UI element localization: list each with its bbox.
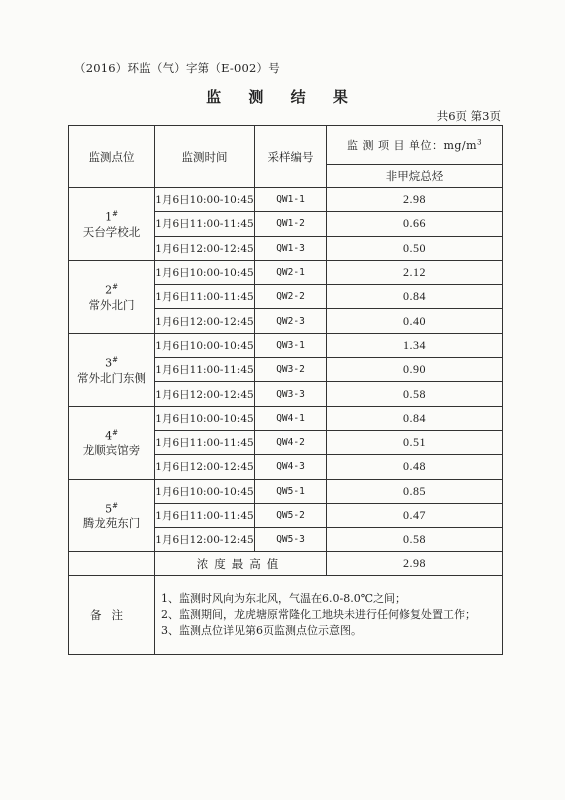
document-number: （2016）环监（气）字第（E-002）号 bbox=[74, 61, 280, 75]
nmhc-value: 0.90 bbox=[327, 358, 503, 382]
nmhc-value: 0.58 bbox=[327, 528, 503, 552]
page-info: 共6页 第3页 bbox=[436, 109, 501, 123]
point-number: 1# bbox=[105, 210, 118, 224]
sample-code: QW1-2 bbox=[255, 212, 327, 236]
table-row bbox=[69, 260, 503, 284]
header-time: 监测时间 bbox=[155, 126, 255, 188]
sample-code: QW3-3 bbox=[255, 382, 327, 406]
monitoring-time: 1月6日12:00-12:45 bbox=[155, 455, 255, 479]
monitoring-time: 1月6日11:00-11:45 bbox=[155, 212, 255, 236]
point-name: 腾龙苑东门 bbox=[82, 516, 141, 531]
point-name: 天台学校北 bbox=[82, 224, 141, 239]
header-point: 监测点位 bbox=[69, 126, 155, 188]
sample-code: QW2-3 bbox=[255, 309, 327, 333]
monitoring-point bbox=[69, 406, 155, 479]
monitoring-time: 1月6日11:00-11:45 bbox=[155, 285, 255, 309]
point-number: 5# bbox=[105, 501, 118, 516]
nmhc-value: 0.58 bbox=[327, 382, 503, 406]
max-row-blank bbox=[69, 552, 155, 576]
monitoring-time: 1月6日11:00-11:45 bbox=[155, 430, 255, 454]
sample-code: QW4-1 bbox=[255, 406, 327, 430]
remarks-content bbox=[155, 576, 503, 655]
nmhc-value: 0.51 bbox=[327, 430, 503, 454]
nmhc-value: 0.40 bbox=[327, 309, 503, 333]
monitoring-time: 1月6日12:00-12:45 bbox=[155, 236, 255, 260]
nmhc-value: 0.84 bbox=[327, 285, 503, 309]
sample-code: QW2-2 bbox=[255, 285, 327, 309]
results-table bbox=[68, 125, 503, 655]
header-nmhc: 非甲烷总烃 bbox=[327, 165, 503, 188]
nmhc-value: 2.12 bbox=[327, 260, 503, 284]
table-row bbox=[69, 479, 503, 503]
point-name: 常外北门 bbox=[88, 297, 135, 312]
table-row bbox=[69, 188, 503, 212]
nmhc-value: 2.98 bbox=[327, 188, 503, 212]
sample-code: QW1-3 bbox=[255, 236, 327, 260]
monitoring-point bbox=[69, 188, 155, 261]
sample-code: QW1-1 bbox=[255, 188, 327, 212]
monitoring-time: 1月6日10:00-10:45 bbox=[155, 406, 255, 430]
sample-code: QW5-2 bbox=[255, 503, 327, 527]
remarks-label: 备注 bbox=[69, 576, 155, 655]
nmhc-value: 0.84 bbox=[327, 406, 503, 430]
nmhc-value: 0.50 bbox=[327, 236, 503, 260]
remark-line: 1、监测时风向为东北风，气温在6.0-8.0℃之间； bbox=[161, 592, 407, 606]
page-title: 监 测 结 果 bbox=[206, 88, 359, 106]
header-code: 采样编号 bbox=[255, 126, 327, 188]
monitoring-time: 1月6日11:00-11:45 bbox=[155, 358, 255, 382]
point-number: 3# bbox=[105, 355, 118, 370]
monitoring-point bbox=[69, 333, 155, 406]
sample-code: QW3-1 bbox=[255, 333, 327, 357]
max-row bbox=[69, 552, 503, 576]
max-value: 2.98 bbox=[327, 552, 503, 576]
monitoring-time: 1月6日12:00-12:45 bbox=[155, 382, 255, 406]
sample-code: QW4-2 bbox=[255, 430, 327, 454]
nmhc-value: 0.66 bbox=[327, 212, 503, 236]
monitoring-time: 1月6日10:00-10:45 bbox=[155, 479, 255, 503]
monitoring-point bbox=[69, 479, 155, 552]
sample-code: QW5-3 bbox=[255, 528, 327, 552]
header-item: 监 测 项 目 单位：$mg/m^3$ bbox=[327, 126, 503, 165]
nmhc-value: 0.85 bbox=[327, 479, 503, 503]
monitoring-time: 1月6日11:00-11:45 bbox=[155, 503, 255, 527]
sample-code: QW2-1 bbox=[255, 260, 327, 284]
point-number: 2# bbox=[105, 283, 118, 297]
nmhc-value: 1.34 bbox=[327, 333, 503, 357]
sample-code: QW3-2 bbox=[255, 358, 327, 382]
monitoring-time: 1月6日12:00-12:45 bbox=[155, 309, 255, 333]
nmhc-value: 0.47 bbox=[327, 503, 503, 527]
point-name: 常外北门东侧 bbox=[77, 370, 146, 385]
monitoring-time: 1月6日10:00-10:45 bbox=[155, 188, 255, 212]
max-label: 浓度最高值 bbox=[155, 552, 327, 576]
remarks-row bbox=[69, 576, 503, 655]
point-number: 4# bbox=[105, 428, 118, 443]
monitoring-point bbox=[69, 260, 155, 333]
monitoring-time: 1月6日12:00-12:45 bbox=[155, 528, 255, 552]
nmhc-value: 0.48 bbox=[327, 455, 503, 479]
sample-code: QW4-3 bbox=[255, 455, 327, 479]
table-row bbox=[69, 333, 503, 357]
point-name: 龙顺宾馆旁 bbox=[82, 443, 141, 458]
table-row bbox=[69, 406, 503, 430]
remark-line: 3、监测点位详见第6页监测点位示意图。 bbox=[161, 624, 362, 638]
remark-line: 2、监测期间，龙虎塘原常隆化工地块未进行任何修复处置工作； bbox=[161, 608, 476, 622]
monitoring-time: 1月6日10:00-10:45 bbox=[155, 333, 255, 357]
monitoring-time: 1月6日10:00-10:45 bbox=[155, 260, 255, 284]
sample-code: QW5-1 bbox=[255, 479, 327, 503]
